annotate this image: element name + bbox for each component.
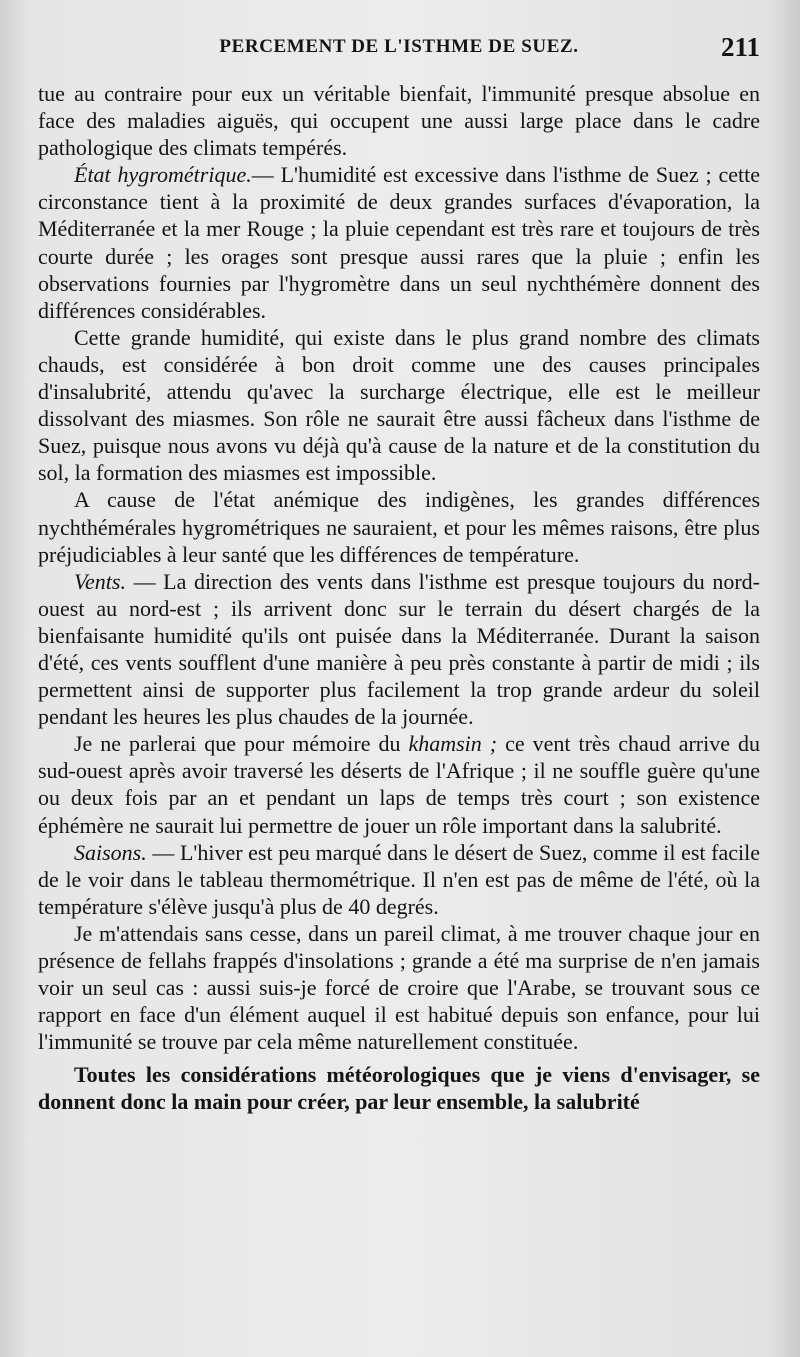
paragraph-text: A cause de l'état anémique des indigènes, les grandes différences nychthémérales hygrométriques ne sauraient, et pour les mêmes raisons, être plus préjudiciables à leur santé que les différences de température.	[38, 487, 760, 567]
paragraph-text: Je ne parlerai que pour mémoire du	[74, 731, 409, 757]
paragraph-khamsin	[38, 730, 760, 838]
paragraph-humidite	[38, 324, 760, 487]
body-text	[38, 80, 760, 1116]
paragraph-text: tue au contraire pour eux un véritable bienfait, l'immunité presque absolue en face des maladies aiguës, qui occupent une aussi large place dans le cadre pathologique des climats tempérés.	[38, 81, 760, 161]
paragraph-text: ce vent très chaud arrive du sud-ouest après avoir traversé les déserts de l'Afrique ; il ne souffle guère qu'une ou deux fois par an et pendant un laps de temps très court ; son existence éphémère ne saurait lui permettre de jouer un rôle important dans la salubrité.	[38, 731, 761, 838]
page-number: 211	[720, 32, 760, 62]
paragraph-text: Cette grande humidité, qui existe dans le plus grand nombre des climats chauds, est considérée à bon droit comme une des causes principales d'insalubrité, attendu qu'avec la surcharge électrique, elle est le meilleur dissolvant des miasmes. Son rôle ne saurait être aussi fâcheux dans l'isthme de Suez, puisque nous avons vu déjà qu'à cause de la nature et de la constitution du sol, la formation des miasmes est impossible.	[38, 324, 760, 486]
paragraph-hygrometrie	[38, 161, 760, 324]
paragraph-text: Toutes les considérations météorologiques que je viens d'envisager, se donnent donc la main pour créer, par leur ensemble, la salubrité	[38, 1062, 760, 1115]
running-header	[38, 30, 760, 70]
section-lead-hygrometrie: État hygrométrique.	[74, 162, 252, 188]
paragraph-text: — La direction des vents dans l'isthme est presque toujours du nord-ouest au nord-est ; ils arrivent donc sur le terrain du désert chargés de la bienfaisante humidité qu'ils ont puisée dans la Méditerranée. Durant la saison d'été, ces vents soufflent d'une manière à peu près constante à partir de midi ; ils permettent ainsi de supporter plus facilement la trop grande ardeur du soleil pendant les heures les plus chaudes de la journée.	[38, 568, 760, 730]
paragraph-text: — L'humidité est excessive dans l'isthme de Suez ; cette circonstance tient à la proximité de deux grandes surfaces d'évaporation, la Méditerranée et la mer Rouge ; la pluie cependant est très rare et toujours de très courte durée ; les orages sont presque aussi rares que la pluie ; enfin les observations fournies par l'hygromètre dans un seul nychthémère donnent des différences considérables.	[38, 162, 760, 323]
paragraph-anemie	[38, 486, 760, 567]
paragraph-insolations	[38, 920, 760, 1055]
paragraph-conclusion	[38, 1061, 760, 1115]
paragraph-text: Je m'attendais sans cesse, dans un pareil climat, à me trouver chaque jour en présence de fellahs frappés d'insolations ; grande a été ma surprise de n'en jamais voir un seul cas : aussi suis-je forcé de croire que l'Arabe, se trouvant sous ce rapport en face d'un élément auquel il est habitué depuis son enfance, pour lui l'immunité se trouve par cela même naturellement constituée.	[38, 920, 760, 1055]
paragraph-text: — L'hiver est peu marqué dans le désert de Suez, comme il est facile de le voir dans le tableau thermométrique. Il n'en est pas de même de l'été, où la température s'élève jusqu'à plus de 40 degrés.	[38, 839, 760, 919]
paragraph-saisons	[38, 839, 760, 920]
khamsin-term: khamsin ;	[408, 731, 498, 757]
running-title: PERCEMENT DE L'ISTHME DE SUEZ.	[219, 36, 579, 57]
paragraph-vents	[38, 568, 760, 731]
section-lead-vents: Vents.	[74, 568, 126, 594]
section-lead-saisons: Saisons.	[74, 839, 147, 865]
paragraph-1	[38, 80, 760, 161]
